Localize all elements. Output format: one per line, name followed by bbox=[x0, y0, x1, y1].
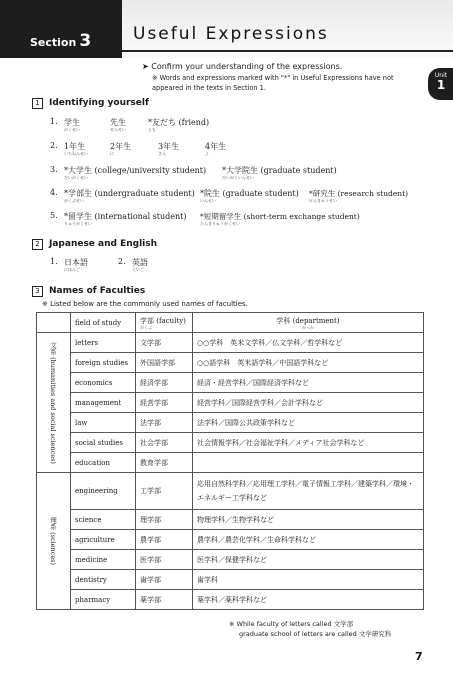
section-title: Names of Faculties bbox=[49, 286, 146, 296]
footnote bbox=[229, 619, 391, 639]
section-label: Section bbox=[30, 36, 77, 49]
table-row bbox=[37, 453, 424, 473]
cell-field: foreign studies bbox=[71, 353, 136, 373]
word: 3年生 bbox=[158, 142, 180, 151]
section-heading-japanese-english bbox=[32, 239, 157, 250]
table-header-row bbox=[37, 313, 424, 333]
word: 日本語 bbox=[64, 258, 88, 267]
furigana: よ bbox=[205, 151, 209, 156]
cell-department: ○○語学科 英米語学科／中国語学科など bbox=[193, 353, 424, 373]
header-rule bbox=[122, 50, 453, 52]
list-item bbox=[50, 141, 58, 150]
item-number: 3. bbox=[50, 165, 58, 174]
word: 4年生 bbox=[205, 142, 227, 151]
section-heading-identifying bbox=[32, 98, 149, 109]
furigana: だいがくせい bbox=[64, 175, 88, 180]
item-number: 2. bbox=[50, 141, 58, 150]
cell-faculty: 医学部 bbox=[136, 550, 193, 570]
furigana: えいご bbox=[132, 267, 144, 272]
cell-field: management bbox=[71, 393, 136, 413]
list-item bbox=[50, 211, 58, 220]
word: *留学生 (international student) bbox=[64, 212, 187, 221]
item-number: 1. bbox=[50, 117, 58, 126]
header-dept-label: 学科 (department) bbox=[276, 316, 340, 325]
furigana: がくぶせい bbox=[64, 198, 84, 203]
item-number: 2. bbox=[118, 257, 126, 266]
word: 2年生 bbox=[110, 142, 132, 151]
table-row bbox=[37, 473, 424, 510]
word-sensei bbox=[110, 117, 126, 133]
cell-faculty: 教育学部 bbox=[136, 453, 193, 473]
furigana: いんせい bbox=[200, 198, 216, 203]
cell-field: medicine bbox=[71, 550, 136, 570]
page-number: 7 bbox=[415, 650, 423, 663]
cell-department: 法学科／国際公共政策学科など bbox=[193, 413, 424, 433]
furigana: りゅうがくせい bbox=[64, 221, 92, 226]
furigana: せんせい bbox=[110, 127, 126, 132]
section-title: Japanese and English bbox=[49, 239, 158, 249]
footnote-line: ※ While faculty of letters called 文学部 bbox=[229, 620, 354, 628]
cell-department: 農学科／農芸化学科／生命科学科など bbox=[193, 530, 424, 550]
footnote-line: graduate school of letters are called 文学研究科 bbox=[239, 630, 392, 638]
list-item bbox=[118, 257, 126, 266]
furigana: に bbox=[110, 151, 114, 156]
furigana: さん bbox=[158, 151, 166, 156]
cell-field: law bbox=[71, 413, 136, 433]
section-header bbox=[0, 0, 453, 58]
faculties-table bbox=[36, 312, 424, 610]
word-eigo bbox=[132, 257, 148, 273]
table-row bbox=[37, 433, 424, 453]
section-number-box: 3 bbox=[32, 286, 43, 297]
cell-faculty: 工学部 bbox=[136, 473, 193, 510]
word-kenkyusei bbox=[309, 188, 408, 204]
table-corner bbox=[37, 313, 71, 333]
cell-field: pharmacy bbox=[71, 590, 136, 610]
cell-faculty: 社会学部 bbox=[136, 433, 193, 453]
furigana: だいがくいんせい bbox=[222, 175, 254, 180]
sciences-label: 理系 (sciences) bbox=[37, 473, 71, 610]
table-row bbox=[37, 530, 424, 550]
word: *友だち (friend) bbox=[148, 118, 210, 127]
word-tomodachi bbox=[148, 117, 209, 133]
item-number: 4. bbox=[50, 188, 58, 197]
word: 学生 bbox=[64, 118, 80, 127]
cell-faculty: 薬学部 bbox=[136, 590, 193, 610]
cell-department bbox=[193, 453, 424, 473]
table-row bbox=[37, 590, 424, 610]
word: *大学院生 (graduate student) bbox=[222, 166, 337, 175]
word-2nensei bbox=[110, 141, 131, 157]
item-number: 1. bbox=[50, 257, 58, 266]
cell-faculty: 農学部 bbox=[136, 530, 193, 550]
word: *研究生 (research student) bbox=[309, 189, 409, 198]
list-item bbox=[50, 188, 58, 197]
list-item bbox=[50, 257, 58, 266]
furigana: たんきりゅうがくせい bbox=[200, 221, 240, 226]
cell-faculty: 理学部 bbox=[136, 510, 193, 530]
faculties-note: ※ Listed below are the commonly used names of faculties. bbox=[42, 300, 248, 308]
word-daigakusei bbox=[64, 165, 206, 181]
unit-number: 1 bbox=[436, 78, 446, 92]
table-row bbox=[37, 333, 424, 353]
cell-faculty: 文学部 bbox=[136, 333, 193, 353]
humanities-label: 文系 (humanities and social sciences) bbox=[37, 333, 71, 473]
section-title: Identifying yourself bbox=[49, 98, 149, 108]
cell-field: science bbox=[71, 510, 136, 530]
header-field: field of study bbox=[71, 313, 136, 333]
cell-field: economics bbox=[71, 373, 136, 393]
word-3nensei bbox=[158, 141, 179, 157]
table-row bbox=[37, 353, 424, 373]
furigana: けんきゅうせい bbox=[309, 198, 337, 203]
furigana: いちねんせい bbox=[64, 151, 88, 156]
cell-field: social studies bbox=[71, 433, 136, 453]
cell-faculty: 外国語学部 bbox=[136, 353, 193, 373]
item-number: 5. bbox=[50, 211, 58, 220]
word: 1年生 bbox=[64, 142, 86, 151]
table-row bbox=[37, 393, 424, 413]
cell-faculty: 歯学部 bbox=[136, 570, 193, 590]
word-nihongo bbox=[64, 257, 88, 273]
word: *短期留学生 (short-term exchange student) bbox=[200, 212, 360, 221]
cell-department: 経営学科／国際経営学科／会計学科など bbox=[193, 393, 424, 413]
furigana: がっか bbox=[302, 324, 314, 330]
cell-faculty: 経済学部 bbox=[136, 373, 193, 393]
unit-label: Unit bbox=[434, 72, 448, 79]
furigana: とも bbox=[148, 127, 156, 132]
cell-department: ○○学科 英米文学科／仏文学科／哲学科など bbox=[193, 333, 424, 353]
section-badge bbox=[0, 0, 122, 58]
header-faculty bbox=[136, 313, 193, 333]
word: *大学生 (college/university student) bbox=[64, 166, 207, 175]
word-daigakuinsei bbox=[222, 165, 337, 181]
intro-note: ※ Words and expressions marked with "*" in Useful Expressions have not appeared in the texts in Section 1. bbox=[152, 74, 394, 92]
section-number-box: 1 bbox=[32, 98, 43, 109]
word-gakusei bbox=[64, 117, 80, 133]
section-number-box: 2 bbox=[32, 239, 43, 250]
cell-field: engineering bbox=[71, 473, 136, 510]
word: *学部生 (undergraduate student) bbox=[64, 189, 195, 198]
table-row bbox=[37, 550, 424, 570]
list-item bbox=[50, 165, 58, 174]
word-4nensei bbox=[205, 141, 226, 157]
furigana: にほんご bbox=[64, 267, 80, 272]
cell-department: 社会情報学科／社会福祉学科／メディア社会学科など bbox=[193, 433, 424, 453]
word-gakubusei bbox=[64, 188, 195, 204]
table-row bbox=[37, 373, 424, 393]
cell-department: 薬学科／薬科学科など bbox=[193, 590, 424, 610]
cell-faculty: 経営学部 bbox=[136, 393, 193, 413]
cell-department: 応用自然科学科／応用理工学科／電子情報工学科／建築学科／環境・エネルギー工学科など bbox=[193, 473, 424, 510]
word: 英語 bbox=[132, 258, 148, 267]
cell-field: dentistry bbox=[71, 570, 136, 590]
unit-tab bbox=[428, 68, 453, 100]
table-row bbox=[37, 413, 424, 433]
cell-department: 物理学科／生物学科など bbox=[193, 510, 424, 530]
section-heading-faculties bbox=[32, 286, 145, 297]
header-faculty-label: 学部 (faculty) bbox=[140, 316, 186, 325]
cell-department: 医学科／保健学科など bbox=[193, 550, 424, 570]
cell-department: 経済・経営学科／国際経済学科など bbox=[193, 373, 424, 393]
list-item bbox=[50, 117, 58, 126]
section-number: 3 bbox=[79, 31, 92, 51]
cell-department: 歯学科 bbox=[193, 570, 424, 590]
intro-instruction: ➤ Confirm your understanding of the expressions. bbox=[142, 62, 343, 71]
cell-faculty: 法学部 bbox=[136, 413, 193, 433]
furigana: がくせい bbox=[64, 127, 80, 132]
cell-field: education bbox=[71, 453, 136, 473]
table-row bbox=[37, 570, 424, 590]
word-tankiryugakusei bbox=[200, 211, 360, 227]
table-row bbox=[37, 510, 424, 530]
cell-field: letters bbox=[71, 333, 136, 353]
word: 先生 bbox=[110, 118, 126, 127]
page-title: Useful Expressions bbox=[133, 24, 329, 44]
word-1nensei bbox=[64, 141, 88, 157]
header-dept bbox=[193, 313, 424, 333]
word-insei bbox=[200, 188, 299, 204]
word-ryugakusei bbox=[64, 211, 187, 227]
furigana: がくぶ bbox=[140, 324, 152, 330]
word: *院生 (graduate student) bbox=[200, 189, 299, 198]
cell-field: agriculture bbox=[71, 530, 136, 550]
